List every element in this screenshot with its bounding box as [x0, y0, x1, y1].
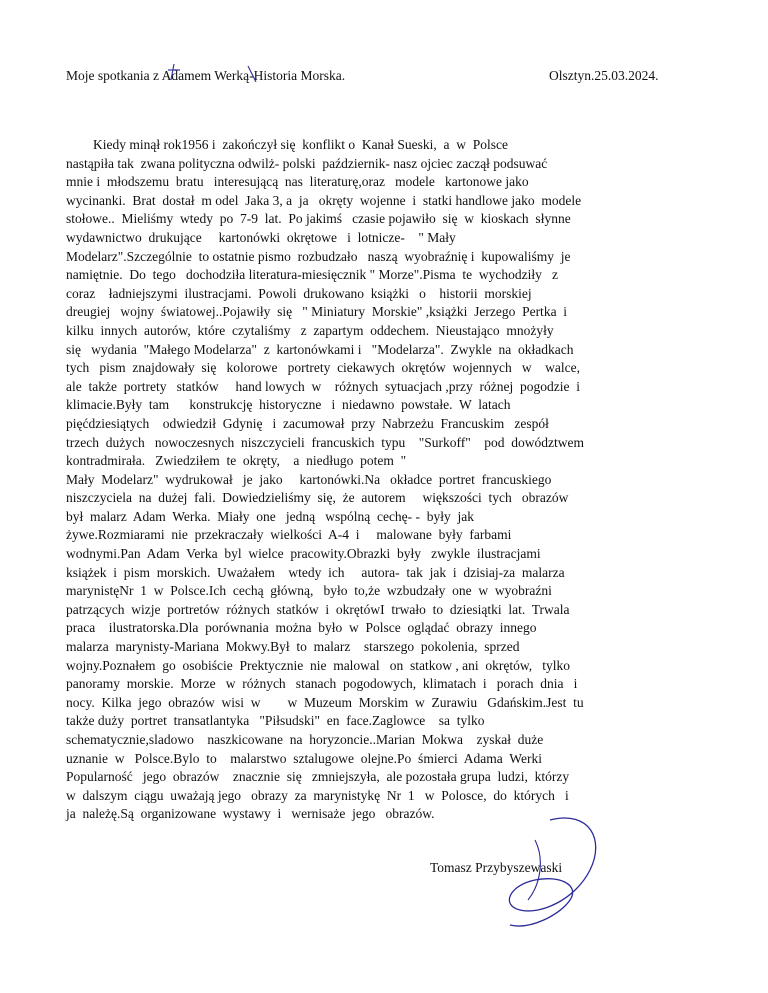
body-line: wycinanki. Brat dostał m odel Jaka 3, a ja okręty wojenne i statki handlowe jako modele [66, 192, 582, 208]
body-line: był malarz Adam Werka. Miały one jedną wspólną cechę- - były jak [66, 508, 475, 524]
body-line: pięćdziesiątych odwiedził Gdynię i zacumował przy Nabrzeżu Francuskim zespół [66, 415, 549, 431]
body-line: panoramy morskie. Morze w różnych stanach pogodowych, klimatach i porach dnia i [66, 676, 578, 692]
body-line: Mały Modelarz" wydrukował je jako kartonówki.Na okładce portret francuskiego [66, 471, 552, 487]
body-line: schematycznie,sladowo naszkicowane na horyzoncie..Marian Mokwa zyskał duże [66, 732, 544, 747]
body-line: także duży portret transatlantyka "Piłsudski" en face.Zaglowce sa tylko [66, 713, 485, 729]
place-and-date: Olsztyn.25.03.2024. [549, 68, 659, 83]
body-line: w dalszym ciągu uważają jego obrazy za marynistykę Nr 1 w Polosce, do których i [66, 787, 569, 803]
body-line: dreugiej wojny światowej..Pojawiły się " Miniatury Morskie" ,książki Jerzego Pertka i [66, 304, 568, 320]
body-line: niszczyciela na dużej fali. Dowiedzieliśmy się, że autorem większości tych obrazów [66, 490, 569, 506]
body-line: Popularność jego obrazów znacznie się zmniejszyła, ale pozostała grupa ludzi, którzy [66, 769, 570, 785]
body-line: trzech dużych nowoczesnych niszczycieli francuskich typu "Surkoff" pod dowództwem [66, 434, 584, 450]
handwritten-corrections [0, 0, 768, 120]
body-line: stołowe.. Mieliśmy wtedy po 7-9 lat. Po jakimś czasie pojawiło się w kioskach słynne [66, 211, 571, 227]
body-line: nocy. Kilka jego obrazów wisi w w Muzeum Morskim w Zurawiu Gdańskim.Jest tu [66, 694, 584, 710]
body-line: książek i pism morskich. Uważałem wtedy ich autora- tak jak i dzisiaj-za malarza [66, 564, 565, 580]
body-line: klimacie.Były tam konstrukcję historyczne i niedawno powstałe. W latach [66, 397, 511, 413]
body-line: coraz ładniejszymi ilustracjami. Powoli drukowano książki o historii morskiej [66, 285, 532, 301]
body-line: malarza marynisty-Mariana Mokwy.Był to malarz starszego pokolenia, sprzed [66, 639, 520, 655]
body-line: nastąpiła tak zwana polityczna odwilż- polski październik- nasz ojciec zaczął podsuwać [66, 155, 548, 171]
body-line: praca ilustratorska.Dla porównania można było w Polsce oglądać obrazy innego [66, 620, 537, 636]
body-line: ja należę.Są organizowane wystawy i wernisaże jego obrazów. [66, 806, 435, 822]
body-line: wydawnictwo drukujące kartonówki okrętowe i lotnicze- " Mały [66, 229, 456, 245]
body-line: wojny.Poznałem go osobiście Prektycznie nie malowal on statkow , ani okrętów, tylko [66, 657, 571, 673]
letter-body [66, 136, 696, 824]
letter-title: Moje spotkania z Adamem Werką-Historia Morska. [66, 68, 346, 83]
body-line: patrzących wizje portretów różnych statków i okrętówI trwało to dziesiątki lat. Trwala [66, 601, 570, 617]
body-line: kilku innych autorów, które czytaliśmy z zapartym oddechem. Nieustająco mnożyły [66, 322, 554, 338]
body-line: kontradmirała. Zwiedziłem te okręty, a niedługo potem " [66, 453, 407, 469]
body-line: namiętnie. Do tego dochodziła literatura-miesięcznik " Morze".Pisma te wychodziły z [66, 267, 558, 283]
body-line: uznanie w Polsce.Bylo to malarstwo sztalugowe olejne.Po śmierci Adama Werki [66, 750, 542, 766]
body-line: ale także portrety statków hand lowych w różnych sytuacjach ,przy różnej pogodzie i [66, 378, 580, 394]
body-line: się wydania "Małego Modelarza" z kartonówkami i "Modelarza". Zwykle na okładkach [66, 341, 574, 357]
body-line: mnie i młodszemu bratu interesującą nas literaturę,oraz modele kartonowe jako [66, 174, 529, 190]
signature-name: Tomasz Przybyszewaski [430, 860, 563, 875]
body-line: Kiedy minął rok1956 i zakończył się konflikt o Kanał Sueski, a w Polsce [66, 137, 509, 152]
body-line: tych pism znajdowały się kolorowe portrety ciekawych okrętów wojennych w walce, [66, 360, 580, 376]
body-line: wodnymi.Pan Adam Verka byl wielce pracowity.Obrazki były zwykle ilustracjami [66, 546, 541, 562]
body-line: żywe.Rozmiarami nie przekraczały wielkości A-4 i malowane były farbami [66, 527, 512, 543]
body-line: marynistęNr 1 w Polsce.Ich cechą główną, było to,że wzbudzały one w wyobraźni [66, 583, 552, 599]
body-line: Modelarz".Szczególnie to ostatnie pismo rozbudzało naszą wyobraźnię i kupowaliśmy je [66, 248, 571, 264]
